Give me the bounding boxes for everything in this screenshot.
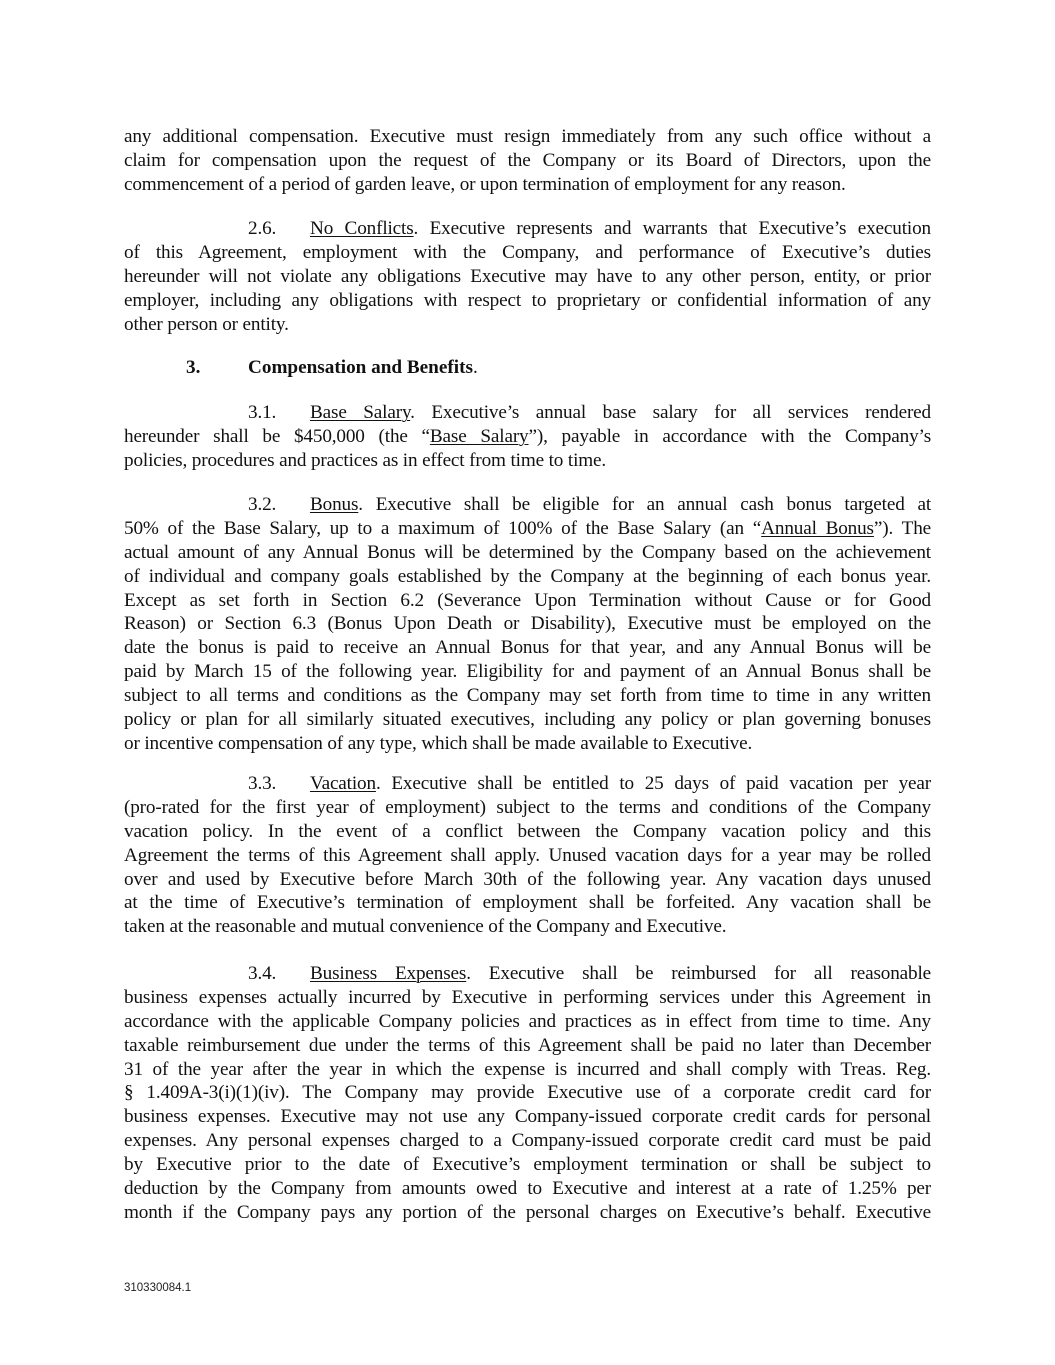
section-title: Vacation (310, 773, 376, 794)
section-heading-3 (186, 356, 478, 380)
section-3-2 (124, 493, 931, 756)
section-3-4 (124, 962, 931, 1225)
text-line (124, 425, 931, 449)
footer-document-id: 310330084.1 (124, 1282, 192, 1294)
section-title: No Conflicts (310, 218, 414, 239)
section-3-3 (124, 772, 931, 939)
text-run: . Executive shall be reimbursed for all reasonable (466, 963, 931, 984)
section-title: Business Expenses (310, 963, 467, 984)
text-line: or incentive compensation of any type, which shall be made available to Executive. (124, 732, 753, 754)
text-line: claim for compensation upon the request of the Company or its Board of Directors, upon the (124, 149, 931, 171)
text-line: employer, including any obligations with respect to proprietary or confidential information of any (124, 289, 931, 311)
text-line: subject to all terms and conditions as the Company may set forth from time to time in any written (124, 685, 931, 707)
section-2-6 (124, 217, 931, 336)
text-line: other person or entity. (124, 313, 289, 335)
heading-title: Compensation and Benefits (248, 357, 473, 378)
text-run: hereunder shall be $450,000 (the “ (124, 425, 430, 447)
text-line: policy or plan for all similarly situated executives, including any policy or plan governing bonuses (124, 709, 931, 731)
text-line: § 1.409A-3(i)(1)(iv). The Company may provide Executive use of a corporate credit card for (124, 1082, 931, 1104)
text-line: by Executive prior to the date of Executive’s employment termination or shall be subject to (124, 1154, 931, 1176)
text-line: of individual and company goals established by the Company at the beginning of each bonus year. (124, 565, 931, 587)
text-line: (pro-rated for the first year of employment) subject to the terms and conditions of the Company (124, 796, 931, 818)
section-3-1 (124, 401, 931, 473)
section-number: 2.6. (248, 218, 277, 239)
text-line (124, 517, 931, 541)
text-line: month if the Company pays any portion of the personal charges on Executive’s behalf. Executive (124, 1201, 931, 1223)
section-title: Base Salary (310, 402, 411, 423)
text-line: 31 of the year after the year in which the expense is incurred and shall comply with Treas. Reg. (124, 1058, 931, 1080)
text-line: date the bonus is paid to receive an Annual Bonus for that year, and any Annual Bonus will be (124, 637, 931, 659)
text-run: ”). The (873, 517, 932, 539)
text-line: any additional compensation. Executive must resign immediately from any such office without a (124, 126, 931, 147)
text-line: paid by March 15 of the following year. Eligibility for and payment of an Annual Bonus shall be (124, 661, 931, 683)
text-line: expenses. Any personal expenses charged to a Company-issued corporate credit card must be paid (124, 1130, 931, 1152)
text-run: 50% of the Base Salary, up to a maximum of 100% of the Base Salary (an “ (124, 517, 762, 539)
text-run: ”), payable in accordance with the Company’s (528, 425, 932, 447)
text-line: taxable reimbursement due under the terms of this Agreement shall be paid no later than December (124, 1034, 931, 1056)
section-first-line (124, 772, 931, 796)
section-number: 3.3. (248, 773, 277, 794)
text-line: deduction by the Company from amounts owed to Executive and interest at a rate of 1.25% per (124, 1178, 931, 1200)
section-number: 3.1. (248, 402, 277, 423)
text-line: commencement of a period of garden leave, or upon termination of employment for any reason. (124, 173, 846, 195)
paragraph-intro (124, 125, 931, 197)
text-run: . Executive represents and warrants that Executive’s execution (413, 218, 931, 239)
text-line: business expenses. Executive may not use any Company-issued corporate credit cards for personal (124, 1106, 931, 1128)
heading-number: 3. (186, 357, 201, 378)
text-line: Agreement the terms of this Agreement shall apply. Unused vacation days for a year may be rolled (124, 844, 931, 866)
text-run: . Executive shall be entitled to 25 days of paid vacation per year (375, 773, 931, 794)
text-line: Reason) or Section 6.3 (Bonus Upon Death or Disability), Executive must be employed on the (124, 613, 931, 635)
defined-term: Annual Bonus (761, 517, 874, 539)
section-number: 3.4. (248, 963, 277, 984)
text-line: at the time of Executive’s termination of employment shall be forfeited. Any vacation shall be (124, 892, 931, 914)
text-run: . Executive shall be eligible for an annual cash bonus targeted at (358, 494, 931, 515)
text-line: business expenses actually incurred by Executive in performing services under this Agreement in (124, 986, 931, 1008)
text-line: vacation policy. In the event of a conflict between the Company vacation policy and this (124, 820, 931, 842)
section-title: Bonus (310, 494, 359, 515)
heading-suffix: . (472, 357, 478, 378)
text-run: . Executive’s annual base salary for all services rendered (410, 402, 931, 423)
defined-term: Base Salary (429, 425, 529, 447)
section-number: 3.2. (248, 494, 277, 515)
text-line: of this Agreement, employment with the Company, and performance of Executive’s duties (124, 241, 931, 263)
text-line: actual amount of any Annual Bonus will be determined by the Company based on the achievement (124, 541, 931, 563)
text-line: taken at the reasonable and mutual convenience of the Company and Executive. (124, 916, 727, 938)
section-first-line (124, 962, 931, 986)
text-line: policies, procedures and practices as in effect from time to time. (124, 449, 607, 471)
section-first-line (124, 401, 931, 425)
text-line: accordance with the applicable Company policies and practices as in effect from time to time. Any (124, 1010, 931, 1032)
text-line: hereunder will not violate any obligations Executive may have to any other person, entity, or prior (124, 265, 931, 287)
text-line: over and used by Executive before March 30th of the following year. Any vacation days unused (124, 868, 931, 890)
section-first-line (124, 493, 931, 517)
section-first-line (124, 217, 931, 241)
text-line: Except as set forth in Section 6.2 (Severance Upon Termination without Cause or for Good (124, 589, 931, 611)
